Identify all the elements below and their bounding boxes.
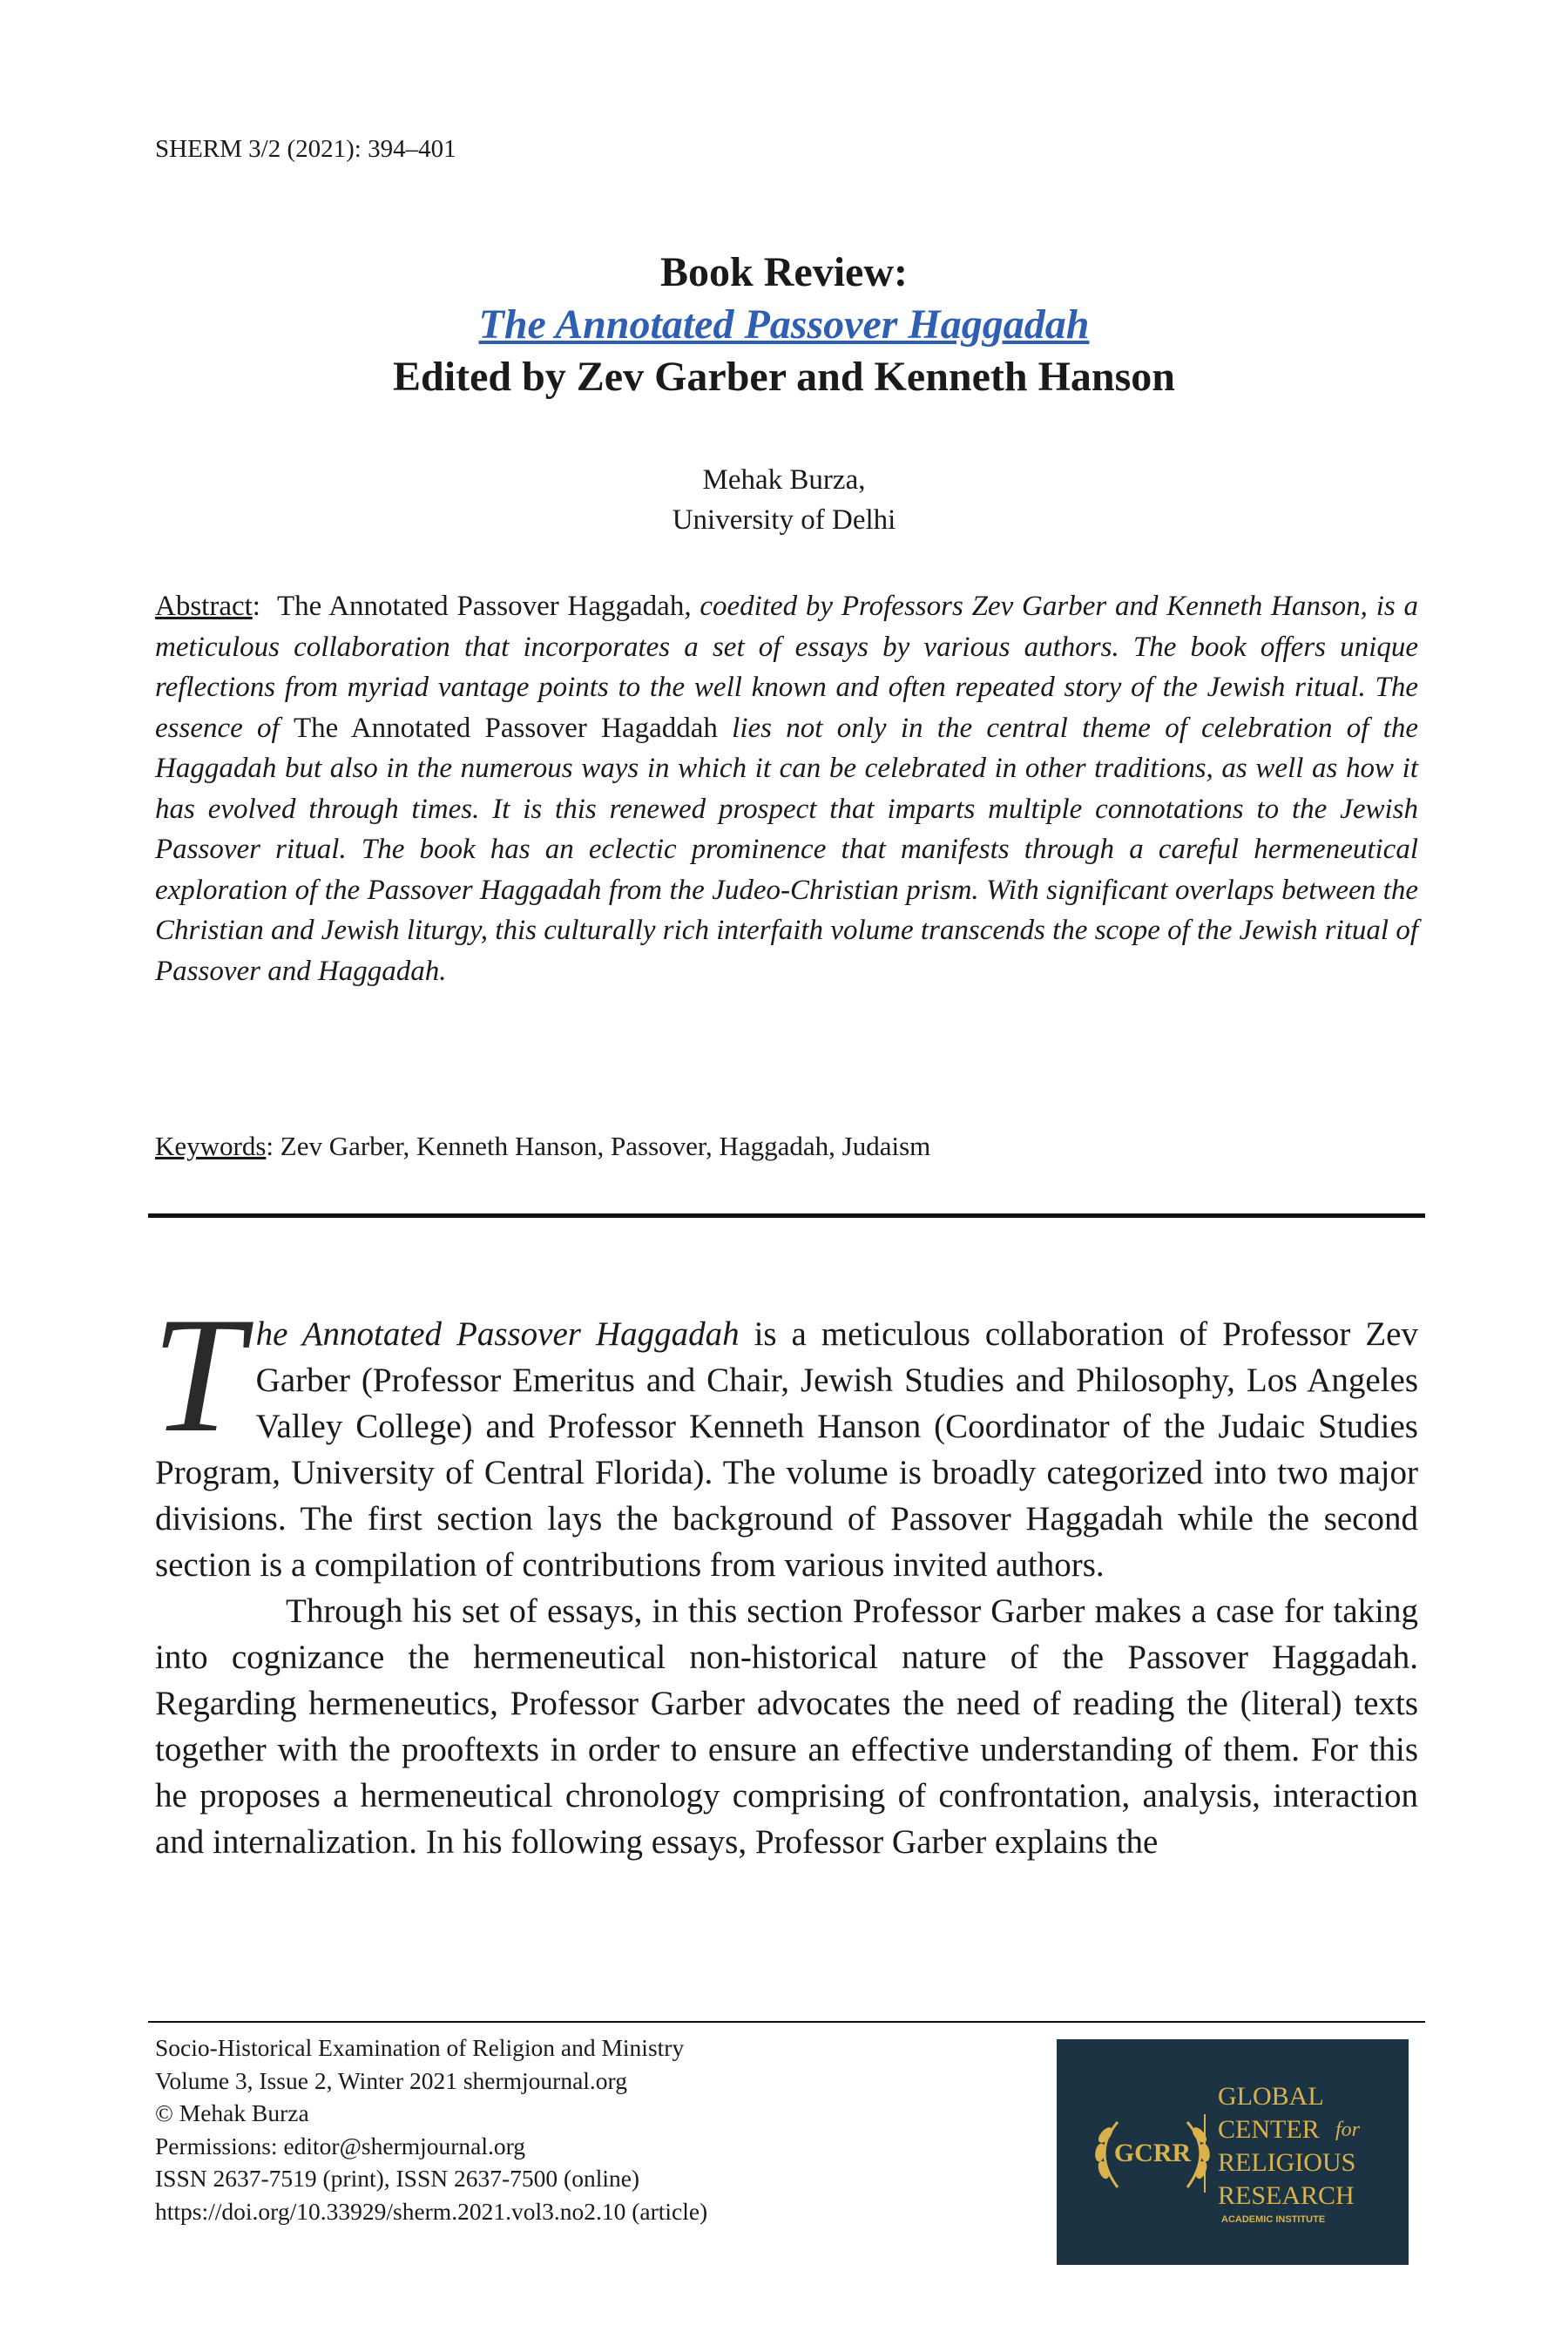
paragraph-1 <box>152 1284 1418 1588</box>
logo-line-2-script: for <box>1335 2119 1361 2141</box>
abstract-text-2: lies not only in the central theme of celebration of the Haggadah but also in the numerous ways in which it can be celebrated in other traditions, as well as how it has evolved through times. It is this renewed prospect that imparts multiple connotations to the Jewish Passover ritual. The book has an eclectic prominence that manifests through a careful hermeneutical exploration of the Passover Haggadah from the Judeo-Christian prism. With significant overlaps between the Christian and Jewish liturgy, this culturally rich interfaith volume transcends the scope of the Jewish ritual of Passover and Haggadah. <box>155 712 1418 987</box>
abstract-book-title-2: The Annotated Passover Hagaddah <box>294 712 718 744</box>
footer-doi[interactable]: https://doi.org/10.33929/sherm.2021.vol3.no2.10 (article) <box>155 2197 708 2225</box>
logo-line-2: CENTER <box>1218 2115 1320 2144</box>
abstract-text-1: , coedited by Professors Zev Garber and Kenneth Hanson, is a meticulous collaboration that incorporates a set of essays by various authors. The book offers unique reflections from myriad vantage points to the well known and often repeated story of the Jewish ritual. The essence of <box>155 591 1418 744</box>
keywords-label: Keywords <box>155 1131 267 1161</box>
footer-info <box>155 2031 707 2227</box>
paragraph-2: Through his set of essays, in this section Professor Garber makes a case for taking into cognizance the hermeneutical non-historical nature of the Passover Haggadah. Regarding hermeneutics, Professor Garber advocates the need of reading the (literal) texts together with the prooftexts in order to ensure an effective understanding of them. For this he proposes a hermeneutical chronology comprising of confrontation, analysis, interaction and internalization. In his following essays, Professor Garber explains the <box>155 1592 1418 1861</box>
footer-permissions: Permissions: editor@shermjournal.org <box>155 2132 526 2159</box>
keywords-text: Zev Garber, Kenneth Hanson, Passover, Haggadah, Judaism <box>280 1131 931 1161</box>
book-title-link[interactable]: The Annotated Passover Haggadah <box>478 301 1090 348</box>
logo-initials: GCRR <box>1113 2139 1192 2167</box>
book-title-inline: he Annotated Passover Haggadah <box>255 1315 740 1353</box>
keywords: Keywords: Zev Garber, Kenneth Hanson, Passover, Haggadah, Judaism <box>155 1131 931 1161</box>
footer-journal-name: Socio-Historical Examination of Religion and Ministry <box>155 2034 685 2061</box>
author-name: Mehak Burza, <box>702 464 866 496</box>
footer-issn: ISSN 2637-7519 (print), ISSN 2637-7500 (online) <box>155 2165 640 2192</box>
logo-line-3: RELIGIOUS <box>1218 2148 1356 2177</box>
footer-divider <box>148 2021 1425 2023</box>
journal-citation: SHERM 3/2 (2021): 394–401 <box>155 135 456 163</box>
abstract-label: Abstract <box>155 591 253 622</box>
title-editors: Edited by Zev Garber and Kenneth Hanson <box>393 354 1175 400</box>
abstract: Abstract: The Annotated Passover Haggadah, coedited by Professors Zev Garber and Kenneth Hanson, is a meticulous collaboration that incorporates a set of essays by various authors. The book offers unique reflections from myriad vantage points to the well known and often repeated story of the Jewish ritual. The essence of The Annotated Passover Hagaddah lies not only in the central theme of celebration of the Haggadah but also in the numerous ways in which it can be celebrated in other traditions, as well as how it has evolved through times. It is this renewed prospect that imparts multiple connotations to the Jewish Passover ritual. The book has an eclectic prominence that manifests through a careful hermeneutical exploration of the Passover Haggadah from the Judeo-Christian prism. With significant overlaps between the Christian and Jewish liturgy, this culturally rich interfaith volume transcends the scope of the Jewish ritual of Passover and Haggadah. <box>155 591 1418 987</box>
paragraph-1-text: is a meticulous collaboration of Professor Zev Garber (Professor Emeritus and Chair, Jewish Studies and Philosophy, Los Angeles Valley College) and Professor Kenneth Hanson (Coordinator of the Judaic Studies Program, University of Central Florida). The volume is broadly categorized into two major divisions. The first section lays the background of Passover Haggadah while the second section is a compilation of contributions from various invited authors. <box>155 1315 1418 1584</box>
logo-line-1: GLOBAL <box>1218 2082 1324 2111</box>
logo-tagline: ACADEMIC INSTITUTE <box>1221 2214 1326 2225</box>
body-text <box>152 1284 1418 1865</box>
footer-copyright: © Mehak Burza <box>155 2099 309 2126</box>
gcrr-logo <box>1057 2039 1409 2265</box>
logo-line-4: RESEARCH <box>1218 2181 1355 2210</box>
title-book-review: Book Review: <box>660 249 908 295</box>
abstract-book-title: The Annotated Passover Haggadah <box>276 591 685 622</box>
author-block <box>0 460 1568 540</box>
author-affiliation: University of Delhi <box>672 504 896 536</box>
drop-cap: T <box>152 1284 244 1467</box>
title-block <box>0 247 1568 403</box>
section-divider <box>148 1213 1425 1218</box>
footer-volume: Volume 3, Issue 2, Winter 2021 shermjournal.org <box>155 2066 627 2094</box>
